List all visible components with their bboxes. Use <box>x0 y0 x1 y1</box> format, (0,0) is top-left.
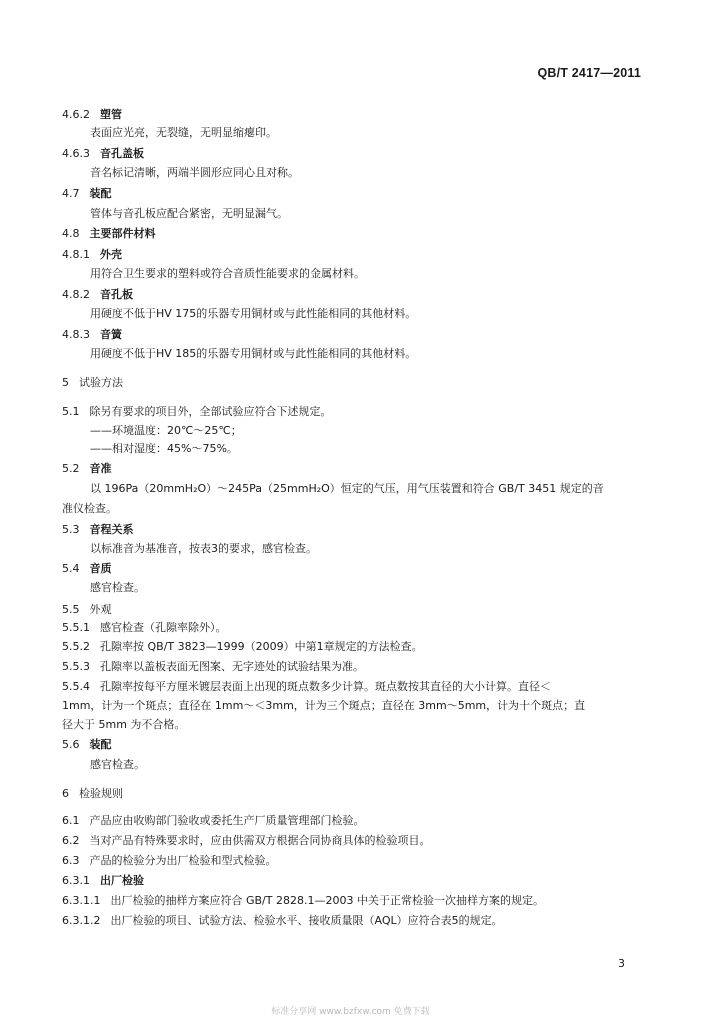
clause-text: 感官检查（孔隙率除外）。 <box>100 621 227 634</box>
clause-text: ——环境温度：20℃～25℃； <box>90 424 242 437</box>
text-line <box>62 680 551 694</box>
clause-text: 以 196Pa（20mmH₂O）～245Pa（25mmH₂O）恒定的气压，用气压装置和符合 GB/T 3451 规定的音 <box>90 482 604 495</box>
text-line <box>62 660 364 674</box>
clause-heading: 音准 <box>89 462 112 475</box>
clause-number: 4.6.2 <box>62 108 90 121</box>
clause-text: 管体与音孔板应配合紧密，无明显漏气。 <box>90 207 288 220</box>
clause-text: 感官检查。 <box>90 581 145 594</box>
text-line <box>62 523 134 537</box>
clause-heading: 音孔盖板 <box>100 147 144 160</box>
clause-number: 6.2 <box>62 834 80 847</box>
clause-text: 以标准音为基准音，按表3的要求，感官检查。 <box>90 542 317 555</box>
clause-heading: 出厂检验 <box>100 874 144 887</box>
text-line <box>62 562 112 576</box>
clause-text: 出厂检验的抽样方案应符合 GB/T 2828.1—2003 中关于正常检验一次抽样方案的规定。 <box>110 894 544 907</box>
text-line <box>62 248 122 262</box>
clause-text: 准仪检查。 <box>62 502 117 515</box>
text-line <box>62 328 122 342</box>
clause-text: 表面应光亮，无裂缝，无明显缩瘪印。 <box>90 126 277 139</box>
text-line <box>62 376 123 390</box>
text-line <box>90 424 242 438</box>
clause-number: 4.8 <box>62 227 80 240</box>
clause-text: 孔隙率按 QB/T 3823—1999（2009）中第1章规定的方法检查。 <box>100 640 423 653</box>
text-line <box>90 166 299 180</box>
clause-number: 6 <box>62 787 69 800</box>
clause-number: 6.3.1.2 <box>62 914 101 927</box>
clause-text: 出厂检验的项目、试验方法、检验水平、接收质量限（AQL）应符合表5的规定。 <box>110 914 503 927</box>
text-line <box>90 267 365 281</box>
text-line <box>62 854 277 868</box>
standard-number: QB/T 2417—2011 <box>537 66 641 80</box>
text-line <box>62 738 112 752</box>
clause-text: 孔隙率按每平方厘米镀层表面上出现的斑点数多少计算。斑点数按其直径的大小计算。直径＜ <box>100 680 551 693</box>
text-line <box>62 814 365 828</box>
clause-text: 音名标记清晰，两端半圆形应同心且对称。 <box>90 166 299 179</box>
clause-text: ——相对湿度：45%～75%。 <box>90 442 238 455</box>
text-line <box>90 758 145 772</box>
text-line <box>62 699 585 713</box>
text-line <box>62 288 133 302</box>
text-line <box>90 442 238 456</box>
text-line <box>62 405 332 419</box>
text-line <box>90 542 317 556</box>
clause-number: 4.8.2 <box>62 288 90 301</box>
clause-heading: 塑管 <box>100 108 122 121</box>
clause-text: 试验方法 <box>79 376 123 389</box>
clause-number: 5 <box>62 376 69 389</box>
text-line <box>90 126 277 140</box>
text-line <box>90 207 288 221</box>
text-line <box>62 462 112 476</box>
clause-text: 外观 <box>89 603 112 616</box>
text-line <box>62 894 544 908</box>
clause-heading: 音孔板 <box>100 288 133 301</box>
clause-number: 6.3.1.1 <box>62 894 101 907</box>
clause-number: 5.5.4 <box>62 680 90 693</box>
text-line <box>62 640 423 654</box>
clause-number: 5.4 <box>62 562 80 575</box>
clause-text: 除另有要求的项目外，全部试验应符合下述规定。 <box>89 405 332 418</box>
clause-heading: 音簧 <box>100 328 122 341</box>
text-line <box>62 914 503 928</box>
clause-number: 4.8.3 <box>62 328 90 341</box>
text-line <box>62 718 185 732</box>
text-line <box>62 227 156 241</box>
text-line <box>62 787 123 801</box>
clause-text: 用硬度不低于HV 175的乐器专用铜材或与此性能相同的其他材料。 <box>90 307 417 320</box>
clause-heading: 音质 <box>89 562 112 575</box>
text-line <box>90 307 416 321</box>
text-line <box>62 187 112 201</box>
clause-number: 5.6 <box>62 738 80 751</box>
clause-number: 5.5.3 <box>62 660 90 673</box>
clause-number: 5.3 <box>62 523 80 536</box>
clause-heading: 装配 <box>89 738 112 751</box>
text-line <box>90 347 416 361</box>
clause-number: 5.5 <box>62 603 80 616</box>
clause-text: 1mm，计为一个斑点；直径在 1mm～＜3mm，计为三个斑点；直径在 3mm～5mm，计为十个斑点；直 <box>62 699 586 712</box>
clause-text: 用符合卫生要求的塑料或符合音质性能要求的金属材料。 <box>90 267 365 280</box>
clause-number: 5.5.1 <box>62 621 90 634</box>
clause-number: 4.8.1 <box>62 248 90 261</box>
clause-number: 5.1 <box>62 405 80 418</box>
text-line <box>62 874 144 888</box>
text-line <box>62 621 227 635</box>
clause-text: 检验规则 <box>79 787 123 800</box>
clause-number: 5.5.2 <box>62 640 90 653</box>
clause-text: 感官检查。 <box>90 758 145 771</box>
clause-text: 当对产品有特殊要求时，应由供需双方根据合同协商具体的检验项目。 <box>89 834 431 847</box>
clause-number: 6.3 <box>62 854 80 867</box>
clause-text: 径大于 5mm 为不合格。 <box>62 718 186 731</box>
text-line <box>90 482 604 496</box>
text-line <box>62 834 431 848</box>
page-number: 3 <box>618 957 625 970</box>
clause-number: 4.7 <box>62 187 80 200</box>
clause-text: 产品应由收购部门验收或委托生产厂质量管理部门检验。 <box>89 814 365 827</box>
clause-text: 孔隙率以盖板表面无图案、无字迹处的试验结果为准。 <box>100 660 364 673</box>
text-line <box>62 147 144 161</box>
clause-number: 6.3.1 <box>62 874 90 887</box>
clause-number: 5.2 <box>62 462 80 475</box>
text-line <box>62 108 122 122</box>
footer-watermark: 标准分享网 www.bzfxw.com 免费下载 <box>271 1007 430 1017</box>
text-line <box>62 603 112 617</box>
clause-heading: 外壳 <box>100 248 122 261</box>
clause-heading: 装配 <box>89 187 112 200</box>
text-line <box>62 502 117 516</box>
clause-number: 4.6.3 <box>62 147 90 160</box>
clause-heading: 主要部件材料 <box>89 227 156 240</box>
clause-heading: 音程关系 <box>89 523 134 536</box>
clause-text: 产品的检验分为出厂检验和型式检验。 <box>89 854 277 867</box>
clause-text: 用硬度不低于HV 185的乐器专用铜材或与此性能相同的其他材料。 <box>90 347 417 360</box>
text-line <box>90 581 145 595</box>
clause-number: 6.1 <box>62 814 80 827</box>
